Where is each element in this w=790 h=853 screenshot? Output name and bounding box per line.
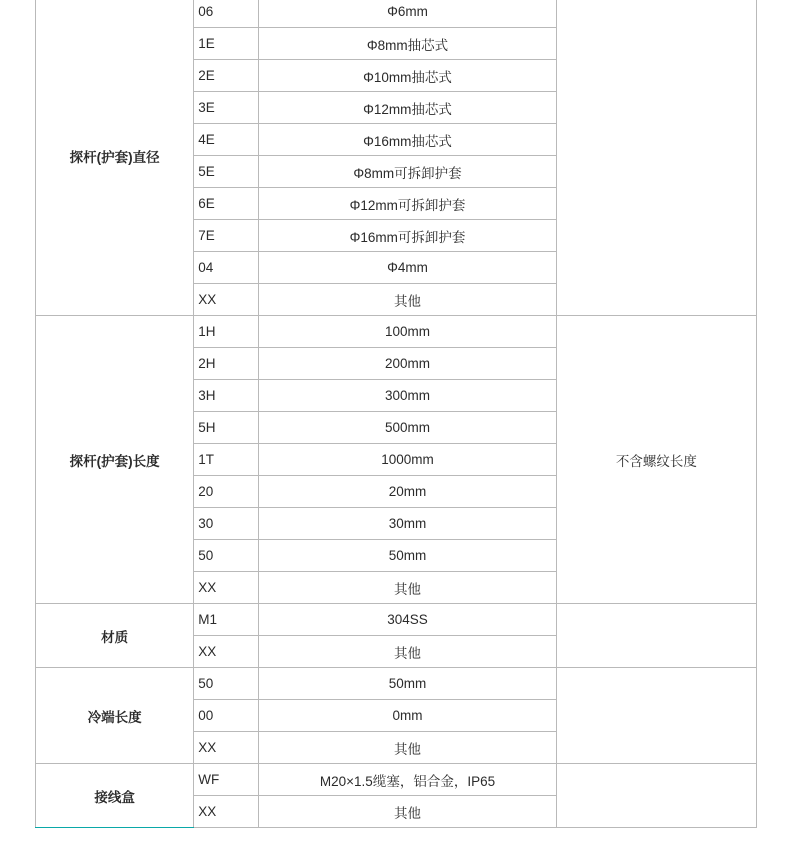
category-cell: 接线盒 — [36, 764, 194, 828]
code-cell: 5H — [194, 412, 259, 444]
code-cell: 06 — [194, 0, 259, 28]
code-cell: WF — [194, 764, 259, 796]
description-cell: 300mm — [259, 380, 556, 412]
note-cell: 不含螺纹长度 — [556, 316, 756, 604]
table-row — [36, 764, 757, 796]
description-cell: 其他 — [259, 732, 556, 764]
code-cell: 6E — [194, 188, 259, 220]
category-cell: 材质 — [36, 604, 194, 668]
code-cell: 50 — [194, 668, 259, 700]
product-code-specification-table — [35, 0, 757, 828]
code-cell: 3E — [194, 92, 259, 124]
description-cell: Φ4mm — [259, 252, 556, 284]
description-cell: Φ12mm抽芯式 — [259, 92, 556, 124]
description-cell: 20mm — [259, 476, 556, 508]
description-cell: 200mm — [259, 348, 556, 380]
code-cell: XX — [194, 572, 259, 604]
code-cell: 04 — [194, 252, 259, 284]
code-cell: XX — [194, 284, 259, 316]
description-cell: 500mm — [259, 412, 556, 444]
code-cell: 30 — [194, 508, 259, 540]
table-body — [36, 0, 757, 828]
code-cell: M1 — [194, 604, 259, 636]
description-cell: Φ12mm可拆卸护套 — [259, 188, 556, 220]
category-cell: 冷端长度 — [36, 668, 194, 764]
description-cell: 100mm — [259, 316, 556, 348]
description-cell: 其他 — [259, 636, 556, 668]
description-cell: Φ6mm — [259, 0, 556, 28]
code-cell: XX — [194, 732, 259, 764]
description-cell: 304SS — [259, 604, 556, 636]
description-cell: Φ16mm抽芯式 — [259, 124, 556, 156]
note-cell — [556, 764, 756, 828]
description-cell: 0mm — [259, 700, 556, 732]
note-cell — [556, 604, 756, 668]
note-cell — [556, 668, 756, 764]
table-row — [36, 316, 757, 348]
code-cell: 5E — [194, 156, 259, 188]
code-cell: 1E — [194, 28, 259, 60]
description-cell: 其他 — [259, 796, 556, 828]
description-cell: 其他 — [259, 572, 556, 604]
code-cell: 1T — [194, 444, 259, 476]
table-row — [36, 604, 757, 636]
code-cell: 20 — [194, 476, 259, 508]
code-cell: 50 — [194, 540, 259, 572]
description-cell: 其他 — [259, 284, 556, 316]
description-cell: Φ8mm可拆卸护套 — [259, 156, 556, 188]
description-cell: Φ8mm抽芯式 — [259, 28, 556, 60]
code-cell: 2E — [194, 60, 259, 92]
description-cell: Φ16mm可拆卸护套 — [259, 220, 556, 252]
code-cell: 4E — [194, 124, 259, 156]
description-cell: M20×1.5缆塞，铝合金，IP65 — [259, 764, 556, 796]
category-cell: 探杆(护套)长度 — [36, 316, 194, 604]
code-cell: 2H — [194, 348, 259, 380]
description-cell: 1000mm — [259, 444, 556, 476]
description-cell: 30mm — [259, 508, 556, 540]
code-cell: 3H — [194, 380, 259, 412]
code-cell: 1H — [194, 316, 259, 348]
code-cell: XX — [194, 636, 259, 668]
description-cell: 50mm — [259, 540, 556, 572]
code-cell: 7E — [194, 220, 259, 252]
description-cell: Φ10mm抽芯式 — [259, 60, 556, 92]
code-cell: 00 — [194, 700, 259, 732]
note-cell — [556, 0, 756, 316]
table-row — [36, 0, 757, 28]
table-row — [36, 668, 757, 700]
description-cell: 50mm — [259, 668, 556, 700]
code-cell: XX — [194, 796, 259, 828]
category-cell: 探杆(护套)直径 — [36, 0, 194, 316]
